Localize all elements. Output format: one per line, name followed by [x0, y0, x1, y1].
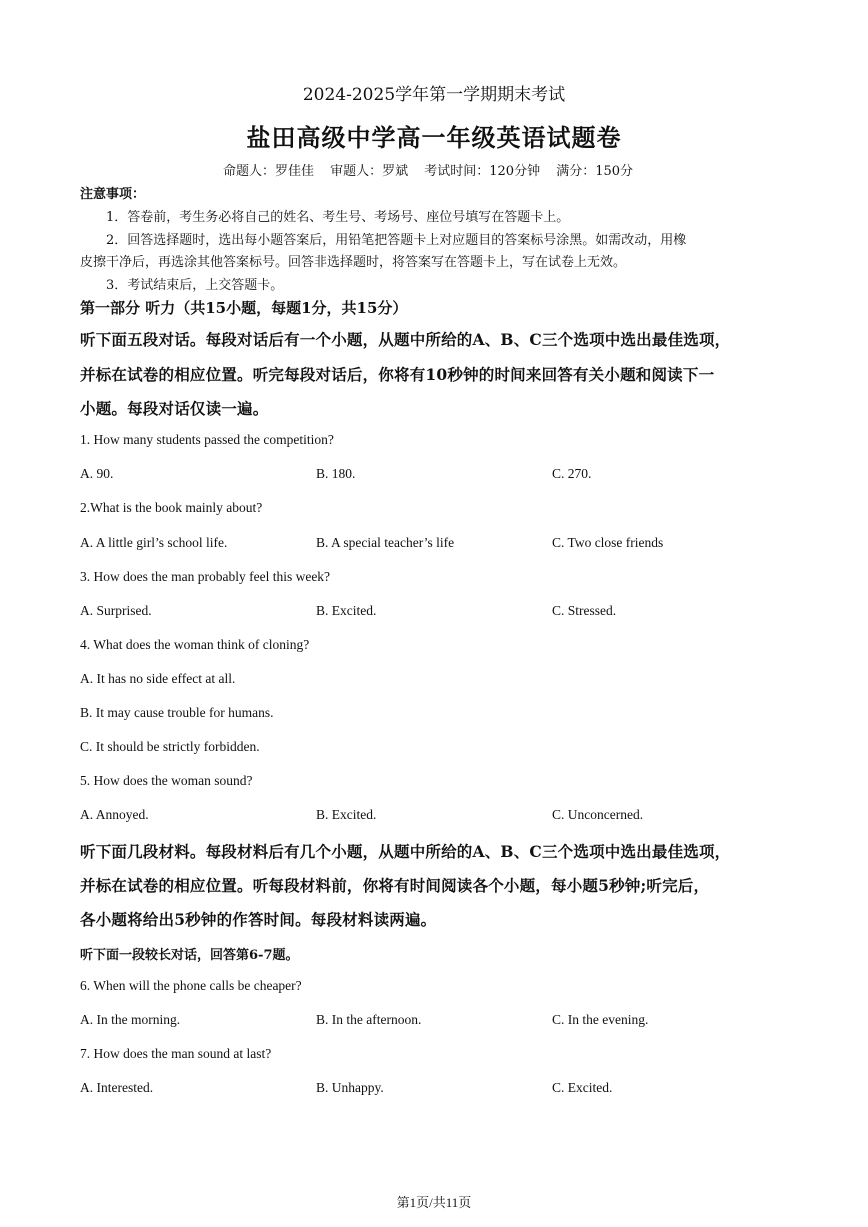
option-a: A. A little girl’s school life. — [80, 535, 228, 550]
option-a: A. Surprised. — [80, 603, 152, 618]
note-item-2: 2．回答选择题时，选出每小题答案后，用铅笔把答题卡上对应题目的答案标号涂黑。如需改动，用橡 — [106, 233, 687, 248]
option-b: B. In the afternoon. — [316, 1012, 422, 1027]
option-c: C. Unconcerned. — [552, 807, 644, 822]
sub-instruction: 听下面一段较长对话，回答第6-7题。 — [80, 948, 299, 963]
exam-time: 考试时间：120分钟 — [424, 164, 541, 179]
question-stem: 2.What is the book mainly about? — [80, 500, 263, 515]
page-title: 盐田高级中学高一年级英语试题卷 — [246, 123, 622, 152]
question-stem: 7. How does the man sound at last? — [80, 1046, 272, 1061]
question-stem: 5. How does the woman sound? — [80, 773, 253, 788]
option-c: C. Stressed. — [552, 603, 617, 618]
reviewer: 审题人：罗斌 — [330, 164, 409, 179]
notes-heading: 注意事项： — [80, 187, 146, 202]
instruction-line: 小题。每段对话仅读一遍。 — [80, 399, 269, 418]
option-b: B. Unhappy. — [316, 1080, 384, 1095]
exam-meta — [0, 160, 868, 179]
section-heading: 第一部分 听力（共15小题，每题1分，共15分） — [80, 299, 408, 317]
question-stem: 4. What does the woman think of cloning? — [80, 637, 310, 652]
note-item-1: 1．答卷前，考生务必将自己的姓名、考生号、考场号、座位号填写在答题卡上。 — [106, 210, 570, 225]
option-b: B. It may cause trouble for humans. — [80, 705, 274, 720]
instruction-line: 并标在试卷的相应位置。听完每段对话后，你将有10秒钟的时间来回答有关小题和阅读下一 — [80, 365, 715, 384]
option-c: C. Two close friends — [552, 535, 664, 550]
instruction-line: 听下面几段材料。每段材料后有几个小题，从题中所给的A、B、C三个选项中选出最佳选项， — [80, 842, 731, 861]
option-a: A. In the morning. — [80, 1012, 181, 1027]
option-c: C. Excited. — [552, 1080, 613, 1095]
option-b: B. Excited. — [316, 807, 377, 822]
option-b: B. Excited. — [316, 603, 377, 618]
setter: 命题人：罗佳佳 — [222, 164, 314, 179]
question-stem: 1. How many students passed the competition? — [80, 432, 334, 447]
question-stem: 3. How does the man probably feel this week? — [80, 569, 331, 584]
note-item-3: 3．考试结束后，上交答题卡。 — [106, 278, 284, 293]
page-number: 第1页/共11页 — [396, 1195, 472, 1210]
question-stem: 6. When will the phone calls be cheaper? — [80, 978, 302, 993]
exam-term: 2024-2025学年第一学期期末考试 — [302, 85, 566, 105]
option-c: C. It should be strictly forbidden. — [80, 739, 260, 754]
note-item-2-cont: 皮擦干净后，再选涂其他答案标号。回答非选择题时，将答案写在答题卡上，写在试卷上无效。 — [80, 255, 627, 270]
option-b: B. 180. — [316, 466, 356, 481]
option-c: C. In the evening. — [552, 1012, 649, 1027]
instruction-line: 并标在试卷的相应位置。听每段材料前，你将有时间阅读各个小题，每小题5秒钟;听完后， — [80, 876, 710, 895]
option-c: C. 270. — [552, 466, 592, 481]
option-a: A. Annoyed. — [80, 807, 149, 822]
option-a: A. Interested. — [80, 1080, 154, 1095]
option-a: A. 90. — [80, 466, 114, 481]
instruction-line: 听下面五段对话。每段对话后有一个小题，从题中所给的A、B、C三个选项中选出最佳选项， — [80, 330, 731, 349]
full-score: 满分：150分 — [556, 164, 634, 179]
option-a: A. It has no side effect at all. — [80, 671, 236, 686]
instruction-line: 各小题将给出5秒钟的作答时间。每段材料读两遍。 — [80, 910, 437, 929]
option-b: B. A special teacher’s life — [316, 535, 455, 550]
